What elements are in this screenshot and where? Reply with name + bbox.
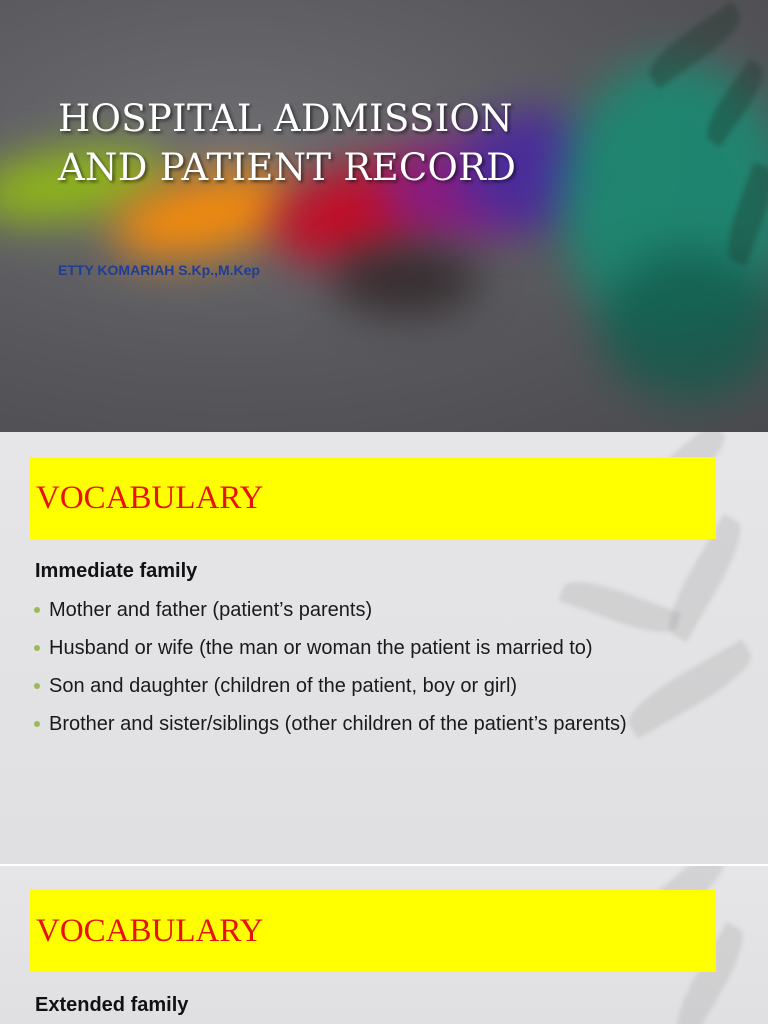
heading-highlight-bar xyxy=(30,457,716,539)
list-item-text: Mother and father (patient’s parents) xyxy=(49,599,373,621)
list-item xyxy=(34,596,627,634)
vocabulary-slide-immediate xyxy=(0,432,768,864)
section-label: Extended family xyxy=(35,994,189,1016)
bullet-icon xyxy=(34,607,40,613)
vocabulary-slide-extended xyxy=(0,866,768,1024)
bullet-icon xyxy=(34,721,40,727)
swirl-dark-shadow xyxy=(330,245,480,315)
author-name: ETTY KOMARIAH S.Kp.,M.Kep xyxy=(58,262,260,278)
deck-title xyxy=(58,94,516,192)
family-list xyxy=(34,596,627,748)
slide-heading: VOCABULARY xyxy=(36,913,264,949)
list-item xyxy=(34,634,627,672)
heading-highlight-bar xyxy=(30,890,716,972)
list-item-text: Brother and sister/siblings (other children of the patient’s parents) xyxy=(49,713,627,735)
bullet-icon xyxy=(34,683,40,689)
bullet-icon xyxy=(34,645,40,651)
leaf-watermark xyxy=(621,639,759,738)
slide-heading: VOCABULARY xyxy=(36,480,264,516)
deck-title-line-2: AND PATIENT RECORD xyxy=(58,146,517,189)
list-item xyxy=(34,710,627,748)
list-item-text: Son and daughter (children of the patient, boy or girl) xyxy=(49,675,518,697)
list-item-text: Husband or wife (the man or woman the patient is married to) xyxy=(49,637,593,659)
deck-title-line-1: HOSPITAL ADMISSION xyxy=(58,97,513,140)
swirl-dark-teal xyxy=(600,250,768,400)
title-slide xyxy=(0,0,768,432)
list-item xyxy=(34,672,627,710)
section-label: Immediate family xyxy=(35,560,198,582)
